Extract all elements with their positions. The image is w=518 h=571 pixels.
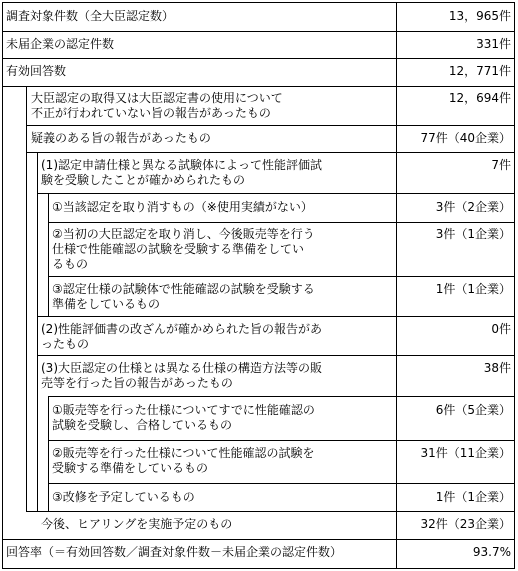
- table-rule: [2, 31, 515, 32]
- table-rule: [48, 276, 515, 277]
- row-value: 77件（40企業）: [420, 131, 511, 145]
- table-rule: [2, 2, 3, 569]
- row-value: 1件（1企業）: [435, 490, 511, 504]
- row-value: 12，771件: [448, 64, 511, 78]
- row-value: 3件（2企業）: [435, 200, 511, 214]
- table-rule: [48, 440, 515, 441]
- row-value: 38件: [483, 361, 511, 375]
- table-rule: [2, 86, 515, 87]
- table-rule: [2, 2, 515, 3]
- table-rule: [37, 152, 38, 511]
- table-rule: [26, 125, 515, 126]
- row-label: 未届企業の認定件数: [6, 37, 115, 51]
- row-label: 今後、ヒアリングを実施予定のもの: [41, 517, 233, 531]
- table-rule: [26, 511, 515, 512]
- row-label: ③認定仕様の試験体で性能確認の試験を受験する 準備をしているもの: [52, 282, 315, 311]
- row-value: 7件: [491, 158, 511, 172]
- row-label: ③改修を予定しているもの: [52, 490, 195, 504]
- table-rule: [2, 58, 515, 59]
- table-rule: [396, 2, 397, 569]
- row-value: 93.7%: [472, 545, 511, 559]
- row-value: 31件（11企業）: [420, 446, 511, 460]
- table-rule: [48, 396, 49, 511]
- table-rule: [37, 355, 515, 356]
- row-label: 調査対象件数（全大臣認定数）: [6, 9, 175, 23]
- table-rule: [514, 2, 515, 569]
- row-label: 有効回答数: [6, 64, 67, 78]
- row-value: 331件: [476, 37, 511, 51]
- row-value: 32件（23企業）: [420, 517, 511, 531]
- table-rule: [37, 193, 515, 194]
- table-rule: [37, 316, 515, 317]
- row-label: 疑義のある旨の報告があったもの: [31, 131, 211, 145]
- table-rule: [2, 539, 515, 540]
- row-label: (1)認定申請仕様と異なる試験体によって性能評価試 験を受験したことが確かめられたもの: [41, 158, 323, 187]
- table-rule: [48, 222, 515, 223]
- row-value: 13，965件: [448, 9, 511, 23]
- row-label: ②当初の大臣認定を取り消し、今後販売等を行う 仕様で性能確認の試験を受験する準備をしてい るもの: [52, 227, 315, 271]
- table-rule: [48, 483, 515, 484]
- table-rule: [48, 193, 49, 316]
- row-label: ②販売等を行った仕様について性能確認の試験を 受験する準備をしているもの: [52, 446, 315, 475]
- table-rule: [26, 152, 515, 153]
- table-rule: [2, 568, 515, 569]
- row-label: (2)性能評価書の改ざんが確かめられた旨の報告があ ったもの: [41, 322, 323, 351]
- row-value: 6件（5企業）: [435, 403, 511, 417]
- row-value: 12，694件: [448, 91, 511, 105]
- table-rule: [48, 396, 515, 397]
- row-label: ①当該認定を取り消すもの（※使用実績がない）: [52, 200, 313, 214]
- table-rule: [26, 86, 27, 511]
- row-label: 大臣認定の取得又は大臣認定書の使用について 不正が行われていない旨の報告があったもの: [31, 91, 283, 120]
- row-value: 1件（1企業）: [435, 282, 511, 296]
- row-value: 0件: [491, 322, 511, 336]
- row-label: ①販売等を行った仕様についてすでに性能確認の 試験を受験し、合格しているもの: [52, 403, 315, 432]
- row-label: (3)大臣認定の仕様とは異なる仕様の構造方法等の販 売等を行った旨の報告があったもの: [41, 361, 323, 390]
- row-label: 回答率（＝有効回答数／調査対象件数－未届企業の認定件数）: [6, 545, 343, 559]
- row-value: 3件（1企業）: [435, 227, 511, 241]
